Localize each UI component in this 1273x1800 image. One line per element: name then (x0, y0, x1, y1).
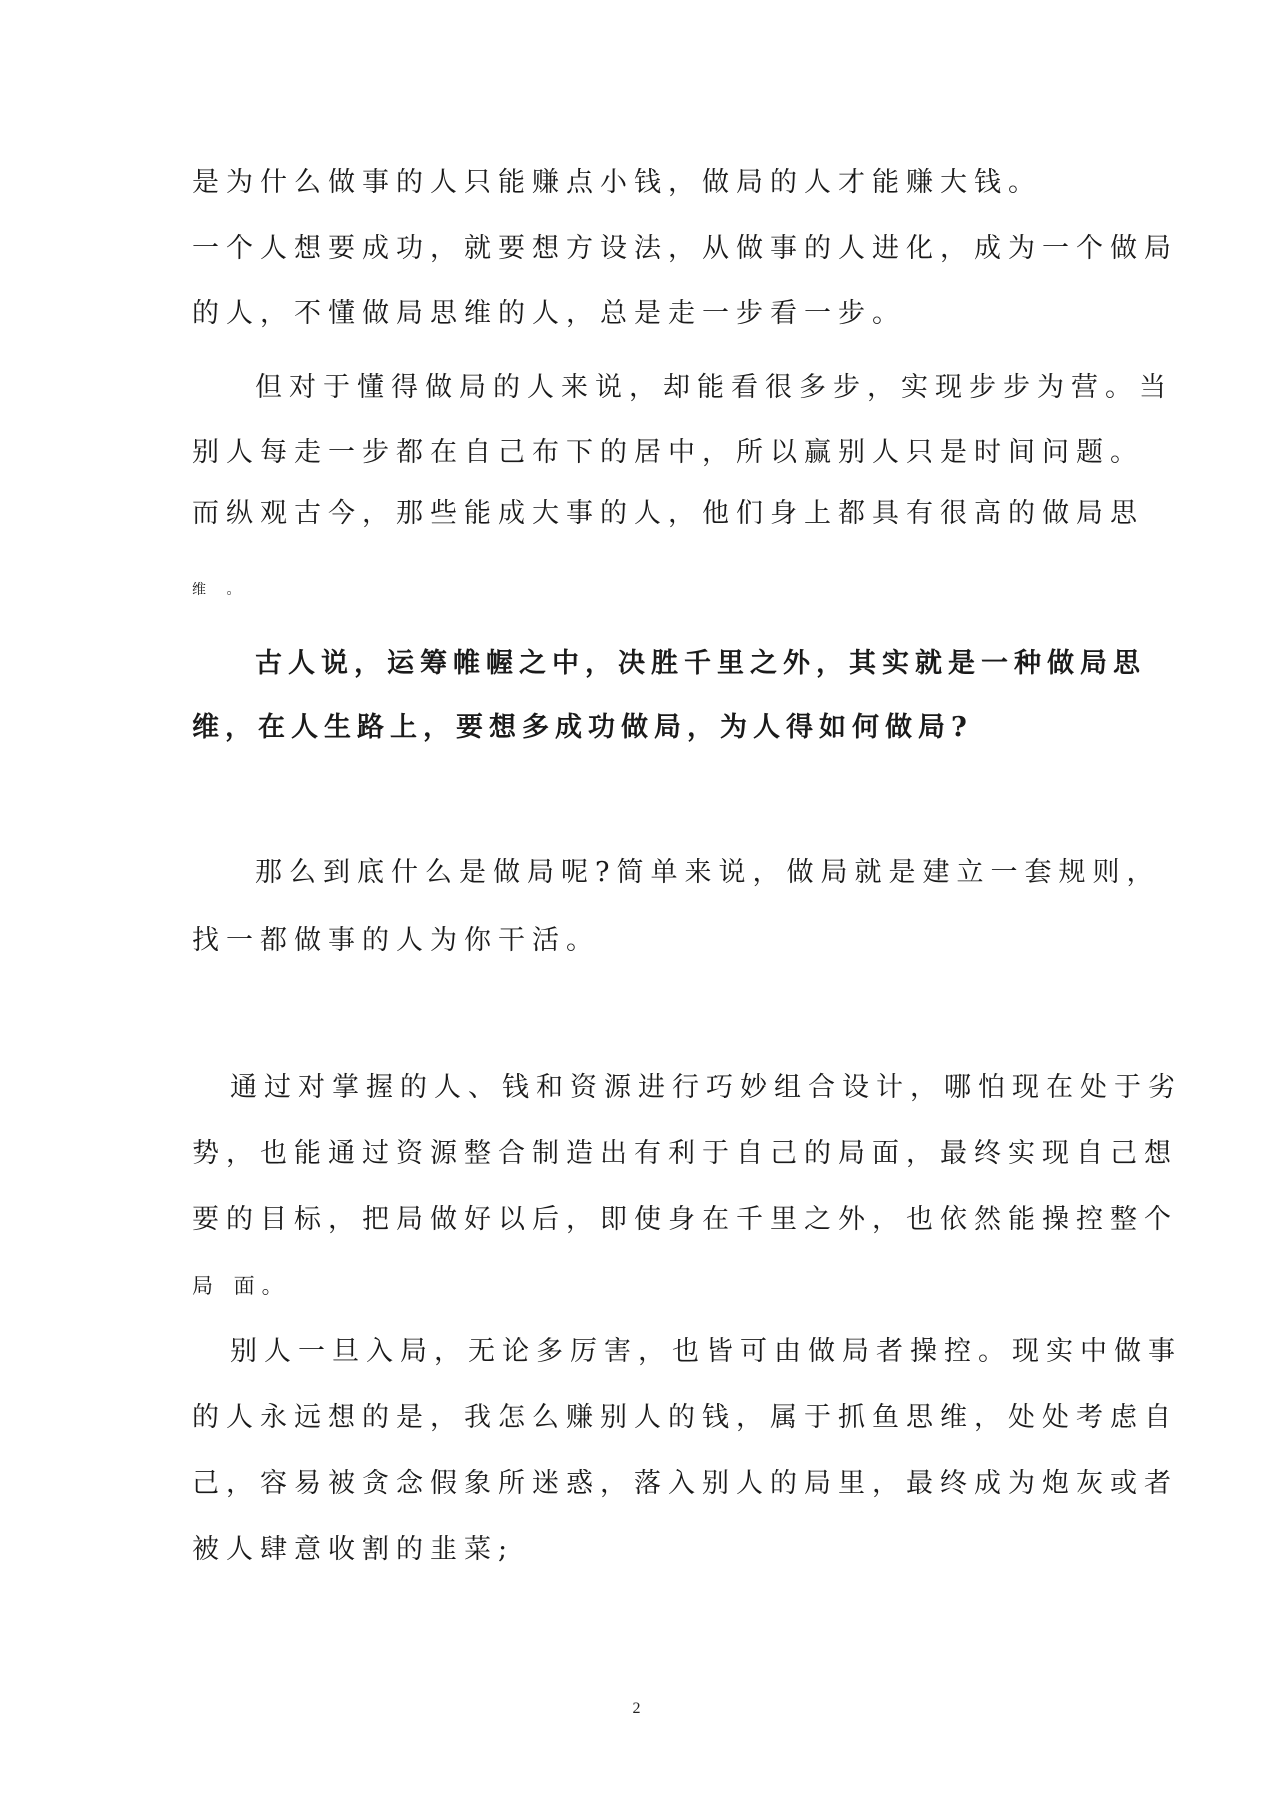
text-line: 那么到底什么是做局呢?简单来说，做局就是建立一套规则， (255, 857, 1161, 888)
text-line: 局 面。 (192, 1274, 290, 1298)
emphasis-line: 古人说，运筹帷幄之中，决胜千里之外，其实就是一种做局思 (255, 648, 1146, 679)
text-line: 是为什么做事的人只能赚点小钱，做局的人才能赚大钱。 (192, 167, 1042, 198)
text-line: 势，也能通过资源整合制造出有利于自己的局面，最终实现自己想 (192, 1138, 1178, 1169)
text-line: 己，容易被贪念假象所迷惑，落入别人的局里，最终成为炮灰或者 (192, 1468, 1178, 1499)
text-line: 别人每走一步都在自己布下的居中，所以赢别人只是时间问题。 (192, 437, 1144, 468)
text-line: 的人，不懂做局思维的人，总是走一步看一步。 (192, 298, 906, 329)
text-line: 的人永远想的是，我怎么赚别人的钱，属于抓鱼思维，处处考虑自 (192, 1402, 1178, 1433)
text-line: 找一都做事的人为你干活。 (192, 925, 600, 956)
text-line: 维 。 (192, 582, 249, 598)
text-line: 要的目标，把局做好以后，即使身在千里之外，也依然能操控整个 (192, 1204, 1178, 1235)
text-line: 别人一旦入局，无论多厉害，也皆可由做局者操控。现实中做事 (230, 1336, 1182, 1367)
text-line: 通过对掌握的人、钱和资源进行巧妙组合设计，哪怕现在处于劣 (230, 1072, 1182, 1103)
text-line: 一个人想要成功，就要想方设法，从做事的人进化，成为一个做局 (192, 233, 1178, 264)
text-line: 而纵观古今，那些能成大事的人，他们身上都具有很高的做局思 (192, 498, 1144, 529)
text-line: 但对于懂得做局的人来说，却能看很多步，实现步步为营。当 (255, 372, 1173, 403)
text-line: 被人肆意收割的韭菜; (192, 1534, 515, 1565)
page-number: 2 (632, 1700, 641, 1717)
emphasis-line: 维，在人生路上，要想多成功做局，为人得如何做局? (192, 712, 973, 743)
